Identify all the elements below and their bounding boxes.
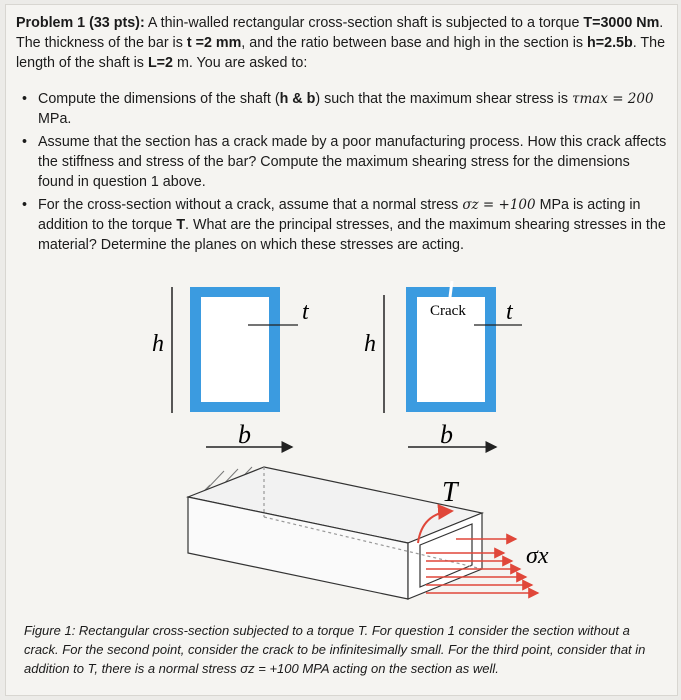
- torque-label: T: [442, 477, 458, 508]
- task-text: . What are the principal stresses, and the maximum shearing stresses in the material? Determine the planes on which these stresses are acting.: [38, 217, 666, 253]
- task-list: [18, 89, 668, 258]
- t-label: t: [302, 299, 309, 325]
- tau-max-equation: τmax = 200: [571, 91, 654, 107]
- section-with-crack: [364, 281, 522, 449]
- figure-caption: Figure 1: Rectangular cross-section subjected to a torque T. For question 1 consider the section without a crack. For the second point, consider the crack to be infinitesimally small. For the third point, consider that in addition to T, there is a normal stress σz = +100 MPA acting on the section as well.: [24, 623, 646, 676]
- task-text: MPa.: [38, 111, 72, 127]
- intro-text: . The thickness of the bar is: [16, 15, 664, 51]
- bullet-icon: •: [22, 134, 28, 150]
- task-item-2: [18, 132, 668, 192]
- task-text: MPa is acting in addition to the torque: [38, 197, 641, 233]
- bullet-icon: •: [22, 197, 28, 213]
- intro-text: m. You are asked to:: [172, 55, 308, 71]
- task-text: Compute the dimensions of the shaft (: [38, 91, 280, 107]
- b-label: b: [238, 420, 251, 449]
- t-label: t: [506, 299, 513, 325]
- ratio-value: h=2.5b: [587, 35, 633, 51]
- intro-text: . The length of the shaft is: [16, 35, 666, 71]
- task-emphasis: T: [176, 217, 186, 233]
- bullet-icon: •: [22, 91, 28, 107]
- task-item-1: [18, 89, 668, 129]
- crack-label: Crack: [430, 303, 466, 319]
- task-text: For the cross-section without a crack, assume that a normal stress: [38, 197, 463, 213]
- h-label: h: [364, 331, 376, 357]
- task-item-3: [18, 195, 668, 255]
- crack-mark: [450, 281, 452, 297]
- length-value: L=2: [147, 55, 173, 71]
- task-text: ) such that the maximum shear stress is: [315, 91, 572, 107]
- problem-statement: [16, 13, 668, 73]
- shaft-drawing: [188, 467, 482, 599]
- section-interior: [201, 297, 269, 402]
- intro-text: , and the ratio between base and high in the section is: [241, 35, 588, 51]
- b-label: b: [440, 420, 453, 449]
- intro-text: A thin-walled rectangular cross-section shaft is subjected to a torque: [144, 15, 584, 31]
- thickness-value: t =2 mm: [186, 35, 242, 51]
- sigma-x-label: σx: [526, 543, 549, 569]
- problem-page: [5, 4, 678, 696]
- figure-diagram: [6, 275, 677, 615]
- problem-heading: Problem 1 (33 pts):: [16, 15, 145, 31]
- sigma-z-equation: σz = +100: [462, 197, 536, 213]
- section-without-crack: [152, 287, 310, 449]
- task-emphasis: h & b: [279, 91, 316, 107]
- torque-value: T=3000 Nm: [583, 15, 660, 31]
- task-text: Assume that the section has a crack made by a poor manufacturing process. How this crack affects the stiffness and stress of the bar? Compute the maximum shearing stress for the dimensions found in question 1 above.: [38, 134, 667, 190]
- h-label: h: [152, 331, 164, 357]
